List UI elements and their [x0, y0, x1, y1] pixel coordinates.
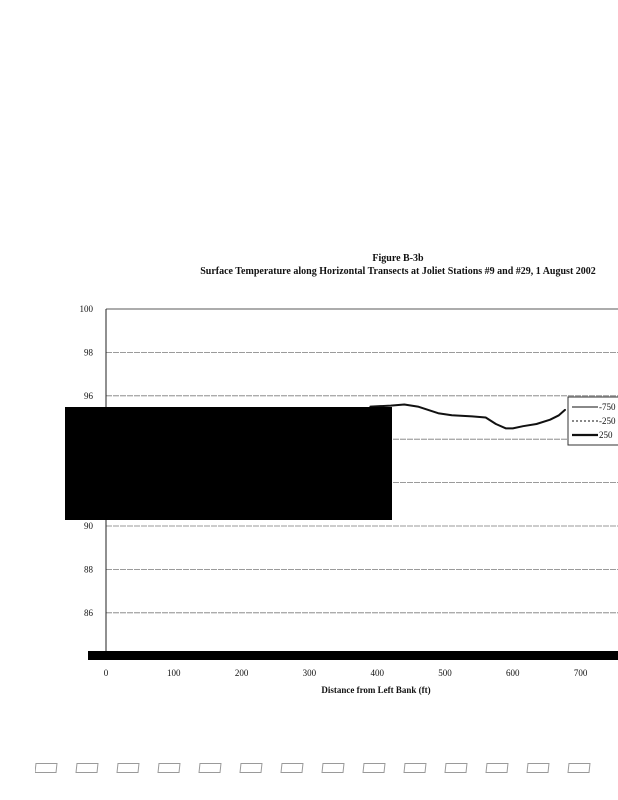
legend-label--750: -750 [599, 402, 616, 412]
footer-rect [75, 763, 98, 773]
footer-rect [567, 763, 590, 773]
y-tick-label-86: 86 [84, 607, 93, 618]
y-tick-label-88: 88 [84, 564, 93, 575]
legend-label--250: -250 [599, 416, 616, 426]
x-tick-label-200: 200 [234, 668, 249, 678]
y-tick-label-98: 98 [84, 347, 93, 358]
x-tick-label-100: 100 [167, 668, 181, 678]
figure-title: Figure B-3b [372, 253, 424, 264]
x-tick-label-400: 400 [370, 668, 384, 678]
x-tick-label-0: 0 [103, 668, 109, 678]
x-tick-label-300: 300 [302, 668, 317, 678]
footer-rect [280, 763, 303, 773]
footer-rect [116, 763, 139, 773]
y-tick-label-90: 90 [84, 521, 93, 531]
y-tick-label-96: 96 [84, 390, 93, 401]
footer-rect [403, 763, 426, 773]
legend-label-250: 250 [599, 430, 613, 440]
footer-rect [485, 763, 508, 773]
x-tick-label-500: 500 [438, 668, 452, 678]
footer-rect [526, 763, 549, 773]
figure-subtitle: Surface Temperature along Horizontal Transects at Joliet Stations #9 and #29, 1 August 2002 [200, 266, 596, 277]
x-axis-bar [88, 651, 618, 660]
footer-rect [321, 763, 344, 773]
footer-rect-strip [35, 763, 618, 783]
footer-rect [198, 763, 221, 773]
x-tick-label-700: 700 [573, 668, 588, 678]
footer-rect [444, 763, 467, 773]
redaction-block [65, 407, 392, 520]
x-tick-label-600: 600 [506, 668, 520, 678]
footer-rect [362, 763, 385, 773]
footer-rect [35, 763, 58, 773]
y-tick-label-100: 100 [79, 304, 93, 314]
series-line-250 [370, 405, 565, 429]
footer-rect [157, 763, 180, 773]
footer-rect [239, 763, 262, 773]
x-axis-label: Distance from Left Bank (ft) [321, 685, 431, 695]
